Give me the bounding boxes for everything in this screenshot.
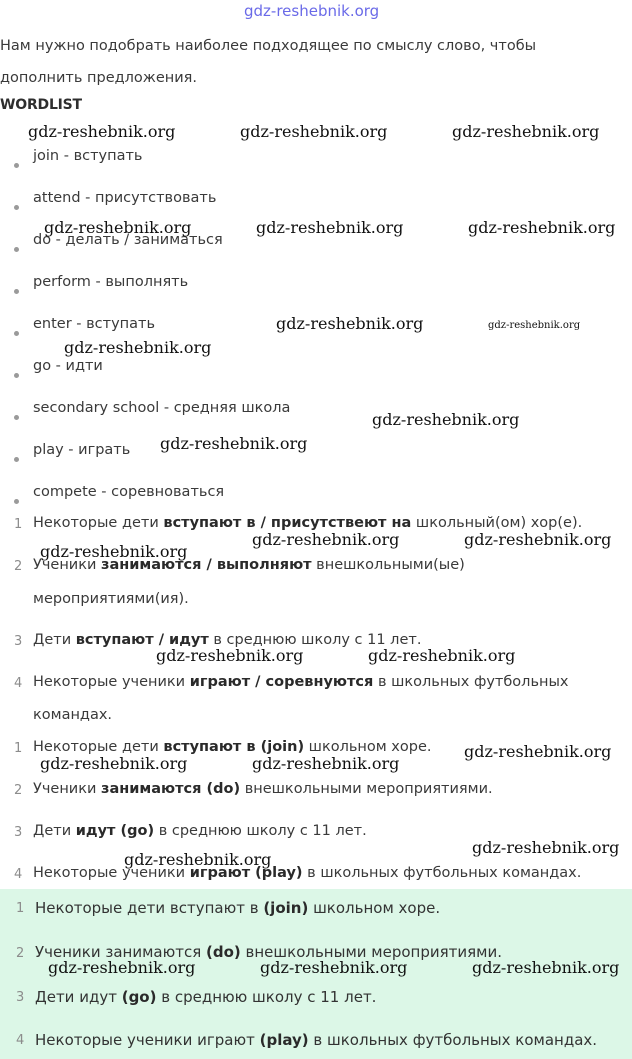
answer-sentence: Некоторые дети вступают в (join) школьном хоре. (33, 739, 432, 755)
bullet-icon (14, 499, 19, 504)
item-number: 2 (14, 783, 23, 798)
watermark: gdz-reshebnik.org (256, 218, 404, 237)
bullet-icon (14, 457, 19, 462)
bullet-icon (14, 163, 19, 168)
item-number: 1 (14, 517, 23, 532)
option-sentence-continued: командах. (33, 707, 113, 723)
final-answer: Некоторые ученики играют (play) в школьных футбольных командах. (35, 1031, 598, 1049)
item-number: 3 (14, 634, 23, 649)
watermark: gdz-reshebnik.org (452, 122, 600, 141)
bullet-icon (14, 331, 19, 336)
watermark: gdz-reshebnik.org (252, 530, 400, 549)
final-answer: Ученики занимаются (do) внешкольными мероприятиями. (35, 943, 502, 961)
watermark: gdz-reshebnik.org (472, 838, 620, 857)
watermark: gdz-reshebnik.org (48, 958, 196, 977)
wordlist-item: secondary school - средняя школа (33, 400, 291, 416)
option-sentence: Некоторые ученики играют / соревнуются в школьных футбольных (33, 674, 569, 690)
wordlist-item: join - вступать (33, 148, 143, 164)
item-number: 1 (16, 901, 25, 916)
bullet-icon (14, 415, 19, 420)
wordlist-item: do - делать / заниматься (33, 232, 223, 248)
watermark: gdz-reshebnik.org (124, 850, 272, 869)
item-number: 4 (16, 1033, 25, 1048)
item-number: 2 (14, 559, 23, 574)
watermark: gdz-reshebnik.org (240, 122, 388, 141)
answer-sentence: Дети идут (go) в среднюю школу с 11 лет. (33, 823, 367, 839)
watermark: gdz-reshebnik.org (252, 754, 400, 773)
item-number: 2 (16, 946, 25, 961)
watermark: gdz-reshebnik.org (488, 320, 581, 331)
option-sentence: Некоторые дети вступают в / присутствеют на школьный(ом) хор(е). (33, 515, 583, 531)
item-number: 1 (14, 741, 23, 756)
wordlist-item: go - идти (33, 358, 103, 374)
watermark: gdz-reshebnik.org (472, 958, 620, 977)
answer-sentence: Ученики занимаются (do) внешкольными мероприятиями. (33, 781, 493, 797)
wordlist-item: attend - присутствовать (33, 190, 217, 206)
item-number: 3 (14, 825, 23, 840)
intro-line-1: Нам нужно подобрать наиболее подходящее по смыслу слово, чтобы (0, 38, 537, 54)
watermark: gdz-reshebnik.org (64, 338, 212, 357)
watermark: gdz-reshebnik.org (156, 646, 304, 665)
option-sentence-continued: мероприятиями(ия). (33, 591, 189, 607)
wordlist-item: play - играть (33, 442, 131, 458)
answer-sentence: Некоторые ученики играют (play) в школьных футбольных командах. (33, 865, 582, 881)
bullet-icon (14, 373, 19, 378)
intro-line-2: дополнить предложения. (0, 70, 198, 86)
site-watermark-header: gdz-reshebnik.org (244, 2, 380, 20)
wordlist-item: perform - выполнять (33, 274, 189, 290)
wordlist-item: compete - соревноваться (33, 484, 225, 500)
bullet-icon (14, 205, 19, 210)
watermark: gdz-reshebnik.org (368, 646, 516, 665)
final-answer: Некоторые дети вступают в (join) школьном хоре. (35, 899, 441, 917)
watermark: gdz-reshebnik.org (372, 410, 520, 429)
option-sentence: Ученики занимаются / выполняют внешкольными(ые) (33, 557, 465, 573)
bullet-icon (14, 289, 19, 294)
wordlist-title: WORDLIST (0, 97, 82, 113)
watermark: gdz-reshebnik.org (276, 314, 424, 333)
watermark: gdz-reshebnik.org (464, 530, 612, 549)
watermark: gdz-reshebnik.org (28, 122, 176, 141)
watermark: gdz-reshebnik.org (260, 958, 408, 977)
item-number: 3 (16, 990, 25, 1005)
final-answer: Дети идут (go) в среднюю школу с 11 лет. (35, 988, 377, 1006)
watermark: gdz-reshebnik.org (464, 742, 612, 761)
intro-paragraph (0, 30, 600, 94)
watermark: gdz-reshebnik.org (468, 218, 616, 237)
watermark: gdz-reshebnik.org (40, 542, 188, 561)
item-number: 4 (14, 867, 23, 882)
wordlist-item: enter - вступать (33, 316, 156, 332)
watermark: gdz-reshebnik.org (40, 754, 188, 773)
watermark: gdz-reshebnik.org (44, 218, 192, 237)
item-number: 4 (14, 676, 23, 691)
option-sentence: Дети вступают / идут в среднюю школу с 11 лет. (33, 632, 422, 648)
bullet-icon (14, 247, 19, 252)
watermark: gdz-reshebnik.org (160, 434, 308, 453)
